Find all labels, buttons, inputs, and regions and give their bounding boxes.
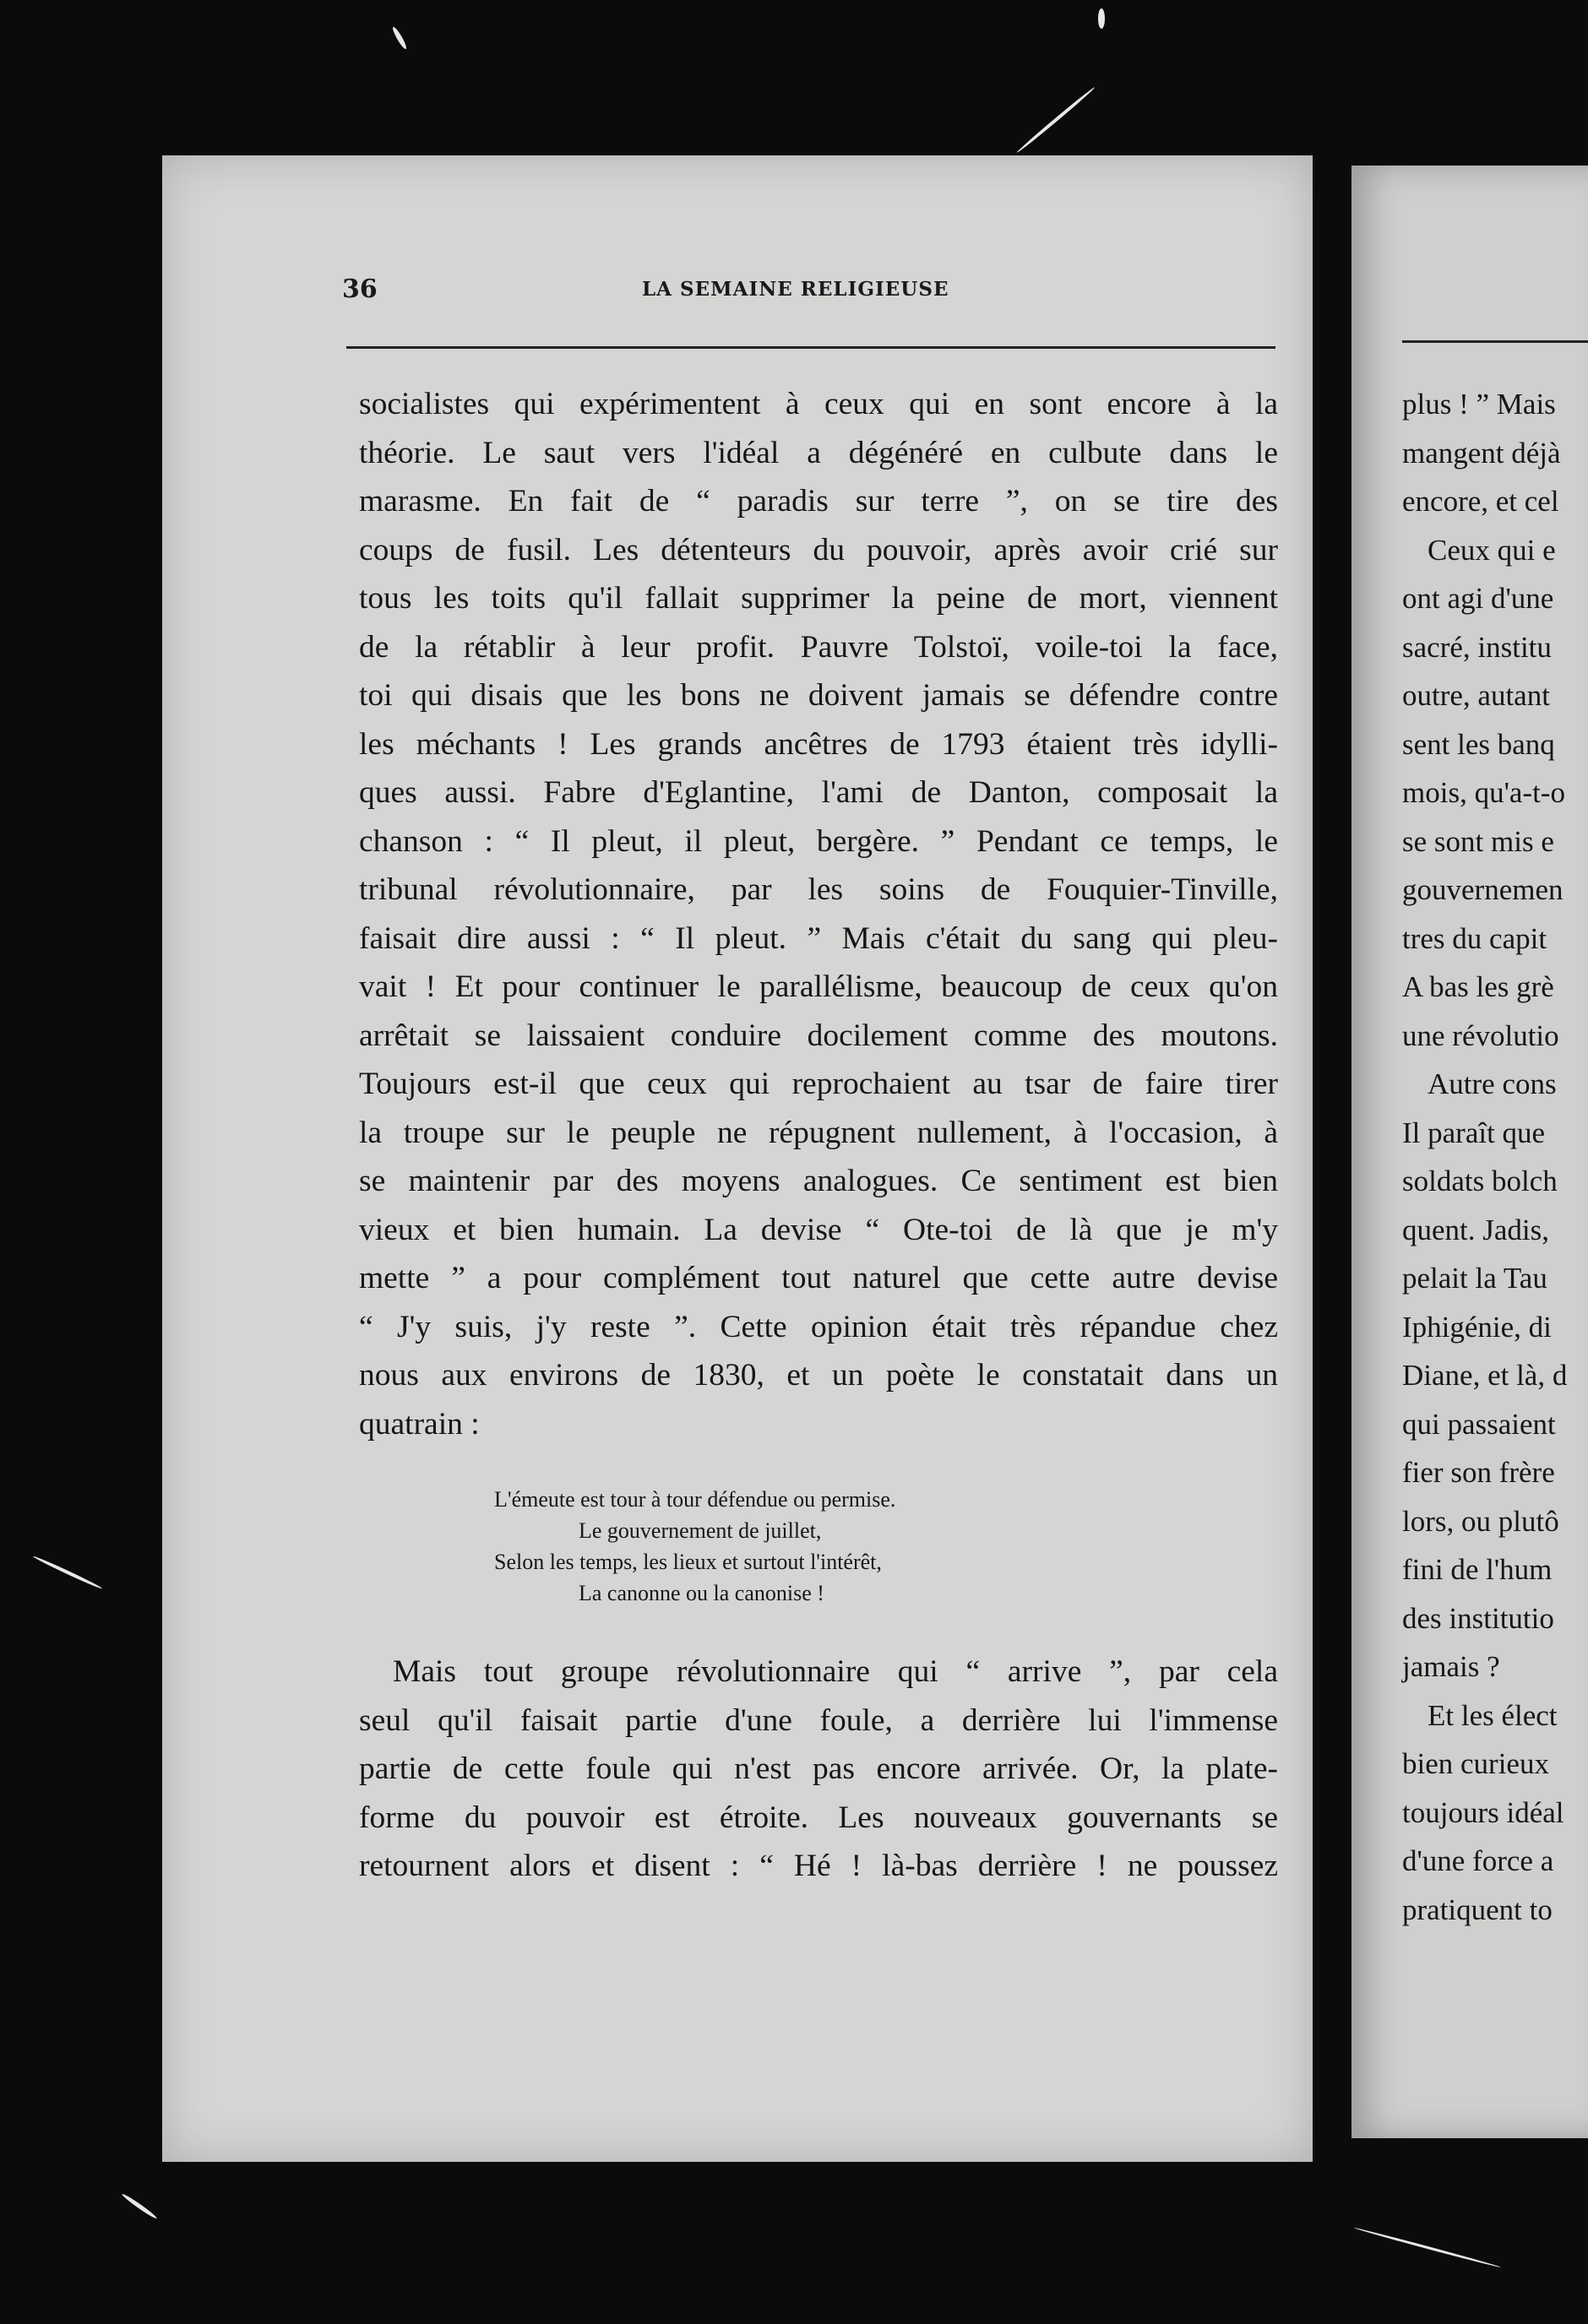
facing-page-text [1402, 380, 1588, 1934]
text-line: toujours idéal [1402, 1795, 1564, 1829]
text-line: retournent alors et disent : “ Hé ! là-bas derrière ! ne poussez [359, 1849, 1278, 1883]
dust-speck [32, 1555, 102, 1590]
text-line: Toujours est-il que ceux qui reprochaient au tsar de faire tirer [359, 1067, 1278, 1101]
text-line: soldats bolch [1402, 1165, 1558, 1197]
text-line: de la rétablir à leur profit. Pauvre Tolstoï, voile-toi la face, [359, 629, 1278, 665]
text-line: mangent déjà [1402, 436, 1561, 470]
verse-line: L'émeute est tour à tour défendue ou permise. [494, 1487, 896, 1512]
text-line: tous les toits qu'il fallait supprimer la peine de mort, viennent [359, 581, 1278, 616]
text-line: des institutio [1402, 1601, 1554, 1635]
facing-page-rule [1402, 340, 1588, 343]
text-line: se sont mis e [1402, 824, 1554, 858]
text-line: pratiquent to [1402, 1892, 1553, 1926]
text-line: mois, qu'a-t-o [1402, 776, 1565, 809]
verse-line: La canonne ou la canonise ! [579, 1581, 824, 1605]
text-line: marasme. En fait de “ paradis sur terre ”, on se tire des [359, 484, 1278, 519]
verse-line: Selon les temps, les lieux et surtout l'intérêt, [494, 1550, 882, 1574]
dust-speck [1016, 86, 1096, 154]
text-line: toi qui disais que les bons ne doivent jamais se défendre contre [359, 678, 1278, 713]
text-line: bien curieux [1402, 1747, 1549, 1780]
text-line: Mais tout groupe révolutionnaire qui “ arrive ”, par cela [393, 1654, 1278, 1689]
text-line: forme du pouvoir est étroite. Les nouveaux gouvernants se [359, 1800, 1278, 1835]
text-line: gouvernemen [1402, 873, 1564, 906]
text-line: tres du capit [1402, 921, 1547, 955]
text-line: encore, et cel [1402, 485, 1559, 518]
text-line: théorie. Le saut vers l'idéal a dégénéré en culbute dans le [359, 435, 1278, 470]
text-line: partie de cette foule qui n'est pas encore arrivée. Or, la plate- [359, 1751, 1278, 1786]
text-line: d'une force a [1402, 1844, 1554, 1877]
dust-speck [121, 2192, 158, 2220]
text-line: quatrain : [359, 1406, 480, 1442]
text-line: outre, autant [1402, 679, 1550, 712]
dust-speck [1098, 8, 1105, 29]
text-line: Ceux qui e [1428, 533, 1556, 567]
text-line: pelait la Tau [1402, 1262, 1547, 1295]
paragraph-2 [359, 1648, 1278, 1891]
text-line: Diane, et là, d [1402, 1359, 1568, 1392]
text-line: lors, ou plutô [1402, 1504, 1559, 1538]
text-line: vieux et bien humain. La devise “ Ote-toi de là que je m'y [359, 1212, 1278, 1247]
text-line: seul qu'il faisait partie d'une foule, a derrière lui l'immense [359, 1702, 1278, 1738]
text-line: quent. Jadis, [1402, 1213, 1550, 1246]
page-number: 36 [342, 274, 378, 304]
text-line: vait ! Et pour continuer le parallélisme, beaucoup de ceux qu'on [359, 969, 1278, 1004]
text-line: chanson : “ Il pleut, il pleut, bergère. ” Pendant ce temps, le [359, 823, 1278, 859]
text-line: Autre cons [1428, 1067, 1557, 1100]
text-line: sacré, institu [1402, 630, 1552, 664]
text-line: A bas les grè [1402, 970, 1554, 1003]
text-line: ques aussi. Fabre d'Eglantine, l'ami de Danton, composait la [359, 775, 1278, 810]
text-line: ont agi d'une [1402, 582, 1554, 615]
paragraph-1 [359, 380, 1278, 1448]
text-line: fier son frère [1402, 1456, 1555, 1489]
text-line: tribunal révolutionnaire, par les soins de Fouquier-Tinville, [359, 872, 1278, 907]
dust-speck [391, 26, 408, 51]
text-line: la troupe sur le peuple ne répugnent nullement, à l'occasion, à [359, 1115, 1278, 1150]
text-line: arrêtait se laissaient conduire docilement comme des moutons. [359, 1018, 1278, 1053]
text-line: plus ! ” Mais [1402, 388, 1556, 421]
page-body [359, 380, 1278, 1891]
text-line: Il paraît que [1402, 1116, 1546, 1149]
text-line: se maintenir par des moyens analogues. Ce sentiment est bien [359, 1164, 1278, 1198]
text-line: une révolutio [1402, 1018, 1559, 1052]
text-line: socialistes qui expérimentent à ceux qui en sont encore à la [359, 387, 1278, 421]
text-line: faisait dire aussi : “ Il pleut. ” Mais c'était du sang qui pleu- [359, 920, 1278, 956]
running-head [177, 274, 1275, 308]
quatrain [359, 1484, 1278, 1609]
running-title: LA SEMAINE RELIGIEUSE [642, 278, 949, 301]
text-line: Iphigénie, di [1402, 1310, 1552, 1344]
text-line: Et les élect [1428, 1698, 1558, 1732]
text-line: fini de l'hum [1402, 1553, 1553, 1586]
text-line: qui passaient [1402, 1407, 1556, 1441]
text-line: “ J'y suis, j'y reste ”. Cette opinion était très répandue chez [359, 1309, 1278, 1344]
text-line: nous aux environs de 1830, et un poète le constatait dans un [359, 1358, 1278, 1393]
verse-line: Le gouvernement de juillet, [579, 1518, 822, 1543]
header-rule [346, 346, 1275, 349]
text-line: sent les banq [1402, 727, 1555, 761]
text-line: mette ” a pour complément tout naturel que cette autre devise [359, 1261, 1278, 1295]
text-line: coups de fusil. Les détenteurs du pouvoir, après avoir crié sur [359, 532, 1278, 567]
text-line: jamais ? [1402, 1650, 1500, 1683]
text-line: les méchants ! Les grands ancêtres de 1793 étaient très idylli- [359, 726, 1278, 762]
dust-speck [1354, 2227, 1502, 2268]
